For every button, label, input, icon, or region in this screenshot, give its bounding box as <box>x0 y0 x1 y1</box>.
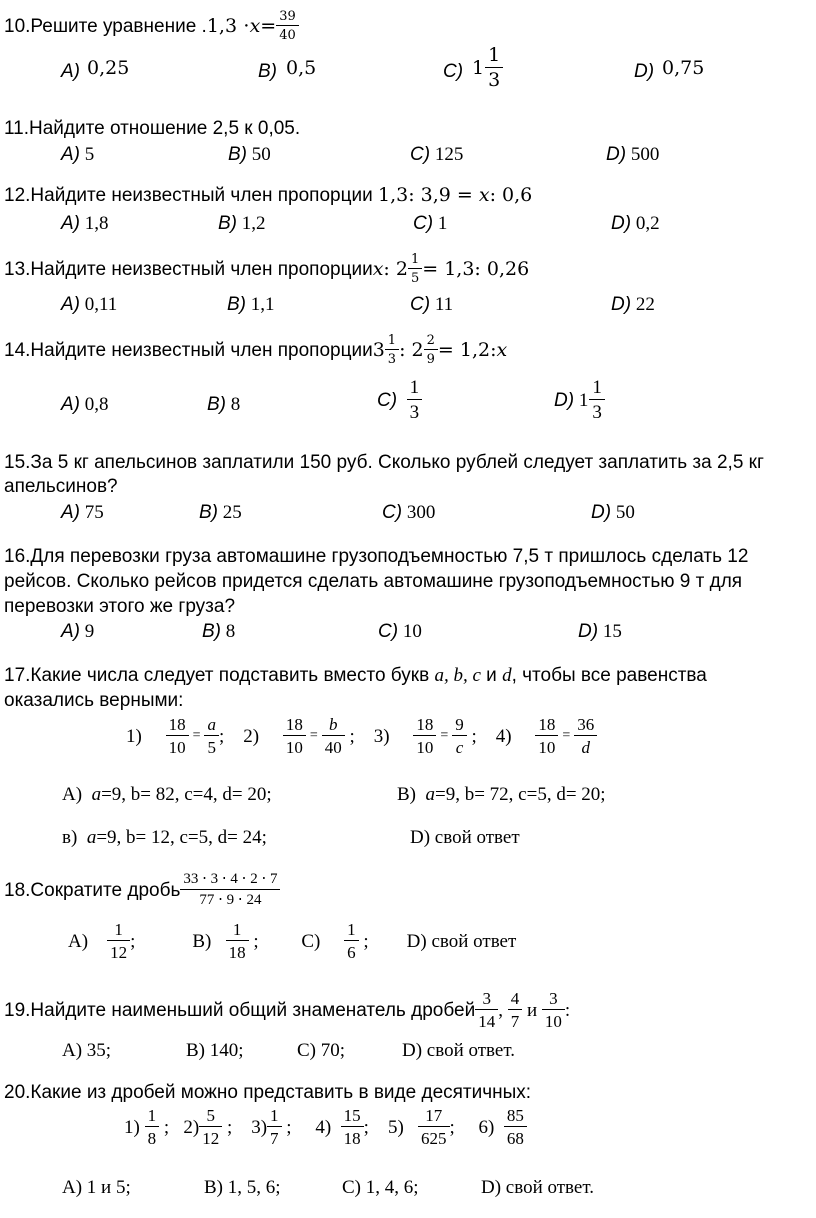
q14-option-d: D) 1 1 3 <box>554 378 605 422</box>
q14-option-c: C) 1 3 <box>377 378 422 422</box>
q13-option-b: B) 1,1 <box>227 294 275 315</box>
q17-option-c: в) a=9, b= 12, c=5, d= 24; <box>62 827 267 848</box>
q19-title-row: 19.Найдите наименьший общий знаменатель дробей 3 14 , 4 7 и 3 10 : <box>4 989 571 1031</box>
q13-title-row: 13.Найдите неизвестный член пропорции x : 2 $\frac{1}{5}$ = 1,3: 0,26 <box>4 252 530 286</box>
q12-option-d: D) 0,2 <box>611 213 660 234</box>
q19-option-c: C) 70; <box>297 1040 346 1061</box>
q10-eq-left: 1,3 ⋅ <box>206 14 250 37</box>
q15-line1: 15.За 5 кг апельсинов заплатили 150 руб. Сколько рублей следует заплатить за 2,5 кг <box>4 452 764 473</box>
q10-option-b-label: B) <box>258 61 277 82</box>
q13-fraction: $\frac{1}{5}$ <box>408 253 422 285</box>
q19-title: 19.Найдите наименьший общий знаменатель дробей <box>4 999 476 1021</box>
q19-option-d: D) свой ответ. <box>402 1040 515 1061</box>
q13-option-a: A) 0,11 <box>61 294 118 315</box>
q10-var: x <box>249 14 261 37</box>
q14-option-a: A) 0,8 <box>61 394 109 415</box>
q16-line3: перевозки этого же груза? <box>4 596 236 617</box>
q20-option-b: B) 1, 5, 6; <box>204 1177 281 1198</box>
q10-option-b-value: 0,5 <box>286 57 317 79</box>
q18-options: A) 1 12 ; B) 1 18 ; C) 1 6 ; D) свой ответ <box>68 920 517 962</box>
q14-option-b: B) 8 <box>207 394 241 415</box>
q16-line1: 16.Для перевозки груза автомашине грузоподъемностью 7,5 т пришлось сделать 12 <box>4 546 749 567</box>
q12-title-row: 12.Найдите неизвестный член пропорции 1,3: 3,9 = x: 0,6 <box>4 184 533 206</box>
q20-title: 20.Какие из дробей можно представить в виде десятичных: <box>4 1082 532 1103</box>
q16-option-b: B) 8 <box>202 621 236 642</box>
q20-option-d: D) свой ответ. <box>481 1177 594 1198</box>
q16-option-d: D) 15 <box>578 621 622 642</box>
q12-option-b: B) 1,2 <box>218 213 266 234</box>
q10-title-row <box>4 10 299 42</box>
q17-line2: оказались верными: <box>4 690 184 711</box>
q14-title-row: 14.Найдите неизвестный член пропорции 3 1 3 : 2 $\frac{2}{9}$ = 1,2: x <box>4 333 508 367</box>
q11-title: 11.Найдите отношение 2,5 к 0,05. <box>4 118 301 139</box>
q11-option-a: A) 5 <box>61 144 95 165</box>
q15-line2: апельсинов? <box>4 476 118 497</box>
q10-option-d-value: 0,75 <box>662 57 705 79</box>
q11-option-d: D) 500 <box>606 144 660 165</box>
q13-title: 13.Найдите неизвестный член пропорции <box>4 258 373 280</box>
q19-option-a: A) 35; <box>62 1040 112 1061</box>
q18-title: 18.Сократите дробь <box>4 879 181 901</box>
q11-option-b: B) 50 <box>228 144 271 165</box>
q18-fraction: 33 ⋅ 3 ⋅ 4 ⋅ 2 ⋅ 7 77 ⋅ 9 ⋅ 24 <box>180 872 280 908</box>
q10-option-d-label: D) <box>634 61 655 82</box>
q17-line1: 17.Какие числа следует подставить вместо букв a, b, c и d, чтобы все равенства <box>4 665 707 686</box>
q16-option-a: A) 9 <box>61 621 95 642</box>
q20-option-c: C) 1, 4, 6; <box>342 1177 419 1198</box>
q15-option-c: C) 300 <box>382 502 436 523</box>
q20-fractions: 1) 1 8 ; 2) 5 12 ; 3) 1 7 ; 4) 15 18 ; 5) 17 625 ; 6) 85 68 <box>124 1107 527 1147</box>
q15-option-d: D) 50 <box>591 502 635 523</box>
q10-title: 10.Решите уравнение . <box>4 15 207 37</box>
q15-option-b: B) 25 <box>199 502 242 523</box>
q18-title-row <box>4 872 280 908</box>
q13-option-d: D) 22 <box>611 294 655 315</box>
q20-option-a: A) 1 и 5; <box>62 1177 131 1198</box>
q10-option-c-value: 1 1 3 <box>472 46 503 90</box>
q10-fraction: $\frac{39}{40}$ <box>276 10 299 42</box>
q14-title: 14.Найдите неизвестный член пропорции <box>4 339 373 361</box>
q12-option-c: C) 1 <box>413 213 448 234</box>
q13-option-c: C) 11 <box>410 294 454 315</box>
q17-option-a: A) a=9, b= 82, c=4, d= 20; <box>62 784 272 805</box>
q11-option-c: C) 125 <box>410 144 464 165</box>
q15-option-a: A) 75 <box>61 502 104 523</box>
q10-option-a-label: A) <box>61 61 80 82</box>
q17-option-b: B) a=9, b= 72, c=5, d= 20; <box>397 784 606 805</box>
q12-option-a: A) 1,8 <box>61 213 109 234</box>
q19-option-b: B) 140; <box>186 1040 244 1061</box>
q16-option-c: C) 10 <box>378 621 422 642</box>
q17-equalities: 1) $\frac{18}{10}$ = $\frac{a}{5}$ ; 2) $\frac{18}{10}$ = $\frac{b}{40}$ ; 3) $\frac{18}{10}$ = $\frac{9}{c}$ ; 4) $\frac{18}{10}$ = $\frac{36}{d}$ <box>126 716 597 756</box>
q10-eq-sign: = <box>260 14 277 37</box>
q10-option-c-label: C) <box>443 61 464 82</box>
q16-line2: рейсов. Сколько рейсов придется сделать автомашине грузоподъемностью 9 т для <box>4 571 743 592</box>
q12-title: 12.Найдите неизвестный член пропорции <box>4 185 378 206</box>
q17-option-d: D) свой ответ <box>410 827 520 848</box>
q10-option-a-value: 0,25 <box>87 57 130 79</box>
